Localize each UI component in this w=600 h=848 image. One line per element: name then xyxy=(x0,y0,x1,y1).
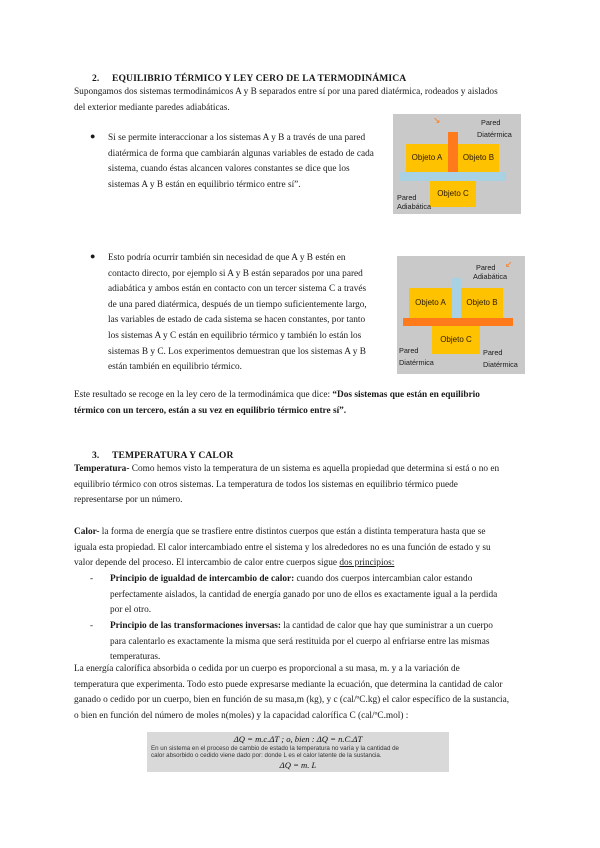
law-text: Este resultado se recoge en la ley cero de la termodinámica que dice: xyxy=(74,390,333,400)
law-bold-text: térmico con un tercero, están a su vez en equilibrio térmico entre sí”. xyxy=(74,405,347,416)
object-b-label: Objeto B xyxy=(462,153,495,162)
section-3-number: 3. xyxy=(92,450,100,461)
zeroth-law-statement xyxy=(74,388,544,419)
bullet-line: están también en equilibrio térmico. xyxy=(108,362,242,373)
principle-line xyxy=(110,619,493,635)
formula-line-2: ΔQ = m. L xyxy=(279,760,317,770)
formula-note-2: calor absorbido o cedido viene dado por: donde L es el calor latente de la sustancia. xyxy=(151,752,382,759)
temperatura-paragraph xyxy=(74,462,544,509)
dash-bullet: - xyxy=(90,621,94,631)
intro-line: Supongamos dos sistemas termodinámicos A y B separados entre sí por una pared diatérmica, rodeados y aislados xyxy=(74,87,498,97)
energy-line: La energía calorífica absorbida o cedida por un cuerpo es proporcional a su masa, m. y a la variación de xyxy=(74,664,460,674)
object-a-label: Objeto A xyxy=(415,298,446,307)
bullet-icon: ● xyxy=(90,251,96,261)
section-3-title: TEMPERATURA Y CALOR xyxy=(112,450,234,461)
calor-line xyxy=(74,525,544,541)
diathermic-platform xyxy=(403,318,513,326)
calor-text: valor depende del proceso. El intercambio de calor entre cuerpos sigue xyxy=(74,558,340,569)
calor-paragraph xyxy=(74,525,544,572)
bullet-line: sistemas A y B están en equilibrio térmico entre sí”. xyxy=(108,179,301,190)
law-line xyxy=(74,404,544,420)
object-c-label: Objeto C xyxy=(440,335,472,344)
label-diatermica-right: Diatérmica xyxy=(483,360,518,369)
object-a xyxy=(406,144,448,172)
bullet-zeroth-law-example xyxy=(90,251,390,376)
formula-line-1: ΔQ = m.c.ΔT ; o, bien : ΔQ = n.C.ΔT xyxy=(233,734,363,744)
label-pared-bottom: Pared xyxy=(397,193,417,202)
label-diatermica: Diatérmica xyxy=(477,130,512,139)
principle-2 xyxy=(90,619,546,666)
adiabatic-platform xyxy=(400,172,506,181)
diagram-diathermic-wall xyxy=(393,114,521,214)
label-pared: Pared xyxy=(481,118,501,127)
object-b-label: Objeto B xyxy=(466,298,498,307)
calor-underlined: dos principios: xyxy=(339,558,395,569)
principle-2-title: Principio de las transformaciones inversas: xyxy=(110,621,281,631)
bullet-line: adiabática y ambos están en contacto con un tercer sistema C a través xyxy=(108,284,367,295)
temperatura-text: Como hemos visto la temperatura de un sistema es aquella propiedad que determina si está o no en xyxy=(129,464,500,474)
temperatura-line: equilibrio térmico con otros sistemas. La temperatura de todos los sistemas en equilibrio térmico puede xyxy=(74,479,458,490)
bullet-line: contacto directo, por ejemplo si A y B están separados por una pared xyxy=(108,268,363,279)
bullet-line: sistemas B y C. Los experimentos demuestran que los sistemas A y B xyxy=(108,346,366,357)
formula-note-1: En un sistema en el proceso de cambio de estado la temperatura no varía y la cantidad de xyxy=(151,745,399,752)
energy-line: temperatura que experimenta. Todo esto puede expresarse mediante la ecuación, que determina la cantidad de calor xyxy=(74,679,503,690)
section-2-title: EQUILIBRIO TÉRMICO Y LEY CERO DE LA TERMODINÁMICA xyxy=(112,73,407,84)
diagram-adiabatic-wall xyxy=(397,256,525,374)
bullet-line: las variables de estado de cada sistema se hacen constantes, por tanto xyxy=(108,315,366,326)
label-adiabatica: Adiabática xyxy=(397,202,432,211)
temperatura-line: representarse por un número. xyxy=(74,495,183,506)
energy-paragraph xyxy=(74,662,550,724)
principle-line: temperaturas. xyxy=(110,652,161,663)
bullet-line: Si se permite interaccionar a los sistemas A y B a través de una pared xyxy=(108,133,366,143)
object-c xyxy=(432,326,480,354)
label-adiabatica: Adiabática xyxy=(473,272,508,281)
principle-1-title: Principio de igualdad de intercambio de calor: xyxy=(110,574,295,584)
adiabatic-wall xyxy=(452,278,461,322)
principle-1 xyxy=(90,572,546,619)
temperatura-line xyxy=(74,462,544,478)
principle-line: perfectamente aislados, la cantidad de energía ganado por uno de ellos es exactamente igual a la perdida xyxy=(110,589,498,600)
principle-1-text: cuando dos cuerpos intercambian calor estando xyxy=(294,574,473,584)
calor-line xyxy=(74,556,544,572)
diathermic-wall xyxy=(448,132,458,172)
law-bold-text: “Dos sistemas que están en equilibrio xyxy=(332,390,480,400)
bullet-line: sistema, cuando éstas alcancen valores constantes se dice que los xyxy=(108,164,350,175)
object-c-label: Objeto C xyxy=(437,189,469,198)
bullet-equilibrium xyxy=(90,131,390,193)
object-c xyxy=(430,181,476,207)
object-b xyxy=(458,144,499,172)
calor-line: iguala esta propiedad. El calor intercambiado entre el sistema y los alrededores no es una función de estado y su xyxy=(74,542,491,553)
arrow-icon: ↘ xyxy=(433,116,441,126)
arrow-icon: ↙ xyxy=(505,260,513,270)
principle-line xyxy=(110,572,497,588)
dash-bullet: - xyxy=(90,574,94,584)
energy-line: o bien en función del número de moles n(moles) y la capacidad calorífica C (cal/ºC.mol) : xyxy=(74,710,409,721)
object-b xyxy=(461,288,503,318)
energy-line: ganado o cedido por un cuerpo, bien en función de su masa,m (kg), y c (cal/ºC.kg) el calor específico de la sustancia, xyxy=(74,695,510,706)
section-2-intro xyxy=(74,85,534,116)
label-pared-right: Pared xyxy=(483,348,503,357)
intro-line: del exterior mediante paredes adiabáticas. xyxy=(74,102,230,113)
principle-line: para calentarlo es exactamente la misma que será restituida por el cuerpo al enfriarse entre las mismas xyxy=(110,636,490,647)
calor-term: Calor- xyxy=(74,527,100,537)
formula-image xyxy=(147,732,449,772)
bullet-line: Esto podría ocurrir también sin necesidad de que A y B estén en xyxy=(108,253,346,263)
label-pared-top: Pared xyxy=(476,263,496,272)
section-3-heading xyxy=(92,450,392,461)
object-a-label: Objeto A xyxy=(411,153,443,162)
bullet-line: de una pared diatérmica, después de un tiempo suficientemente largo, xyxy=(108,299,367,310)
section-2-heading xyxy=(92,73,512,84)
section-2-number: 2. xyxy=(92,73,100,84)
temperatura-term: Temperatura- xyxy=(74,464,130,474)
calor-text: la forma de energía que se trasfiere entre distintos cuerpos que están a distinta temperatura hasta que se xyxy=(99,527,486,537)
bullet-icon: ● xyxy=(90,131,96,141)
label-pared-left: Pared xyxy=(399,346,419,355)
bullet-line: diatérmica de forma que cambiarán algunas variables de estado de cada xyxy=(108,148,374,159)
principle-2-text: la cantidad de calor que hay que suministrar a un cuerpo xyxy=(280,621,493,631)
bullet-line: los sistemas A y C están en equilibrio térmico y también lo están los xyxy=(108,330,362,341)
object-a xyxy=(409,288,452,318)
label-diatermica-left: Diatérmica xyxy=(399,358,434,367)
principle-line: por el otro. xyxy=(110,605,152,616)
law-line xyxy=(74,388,544,404)
